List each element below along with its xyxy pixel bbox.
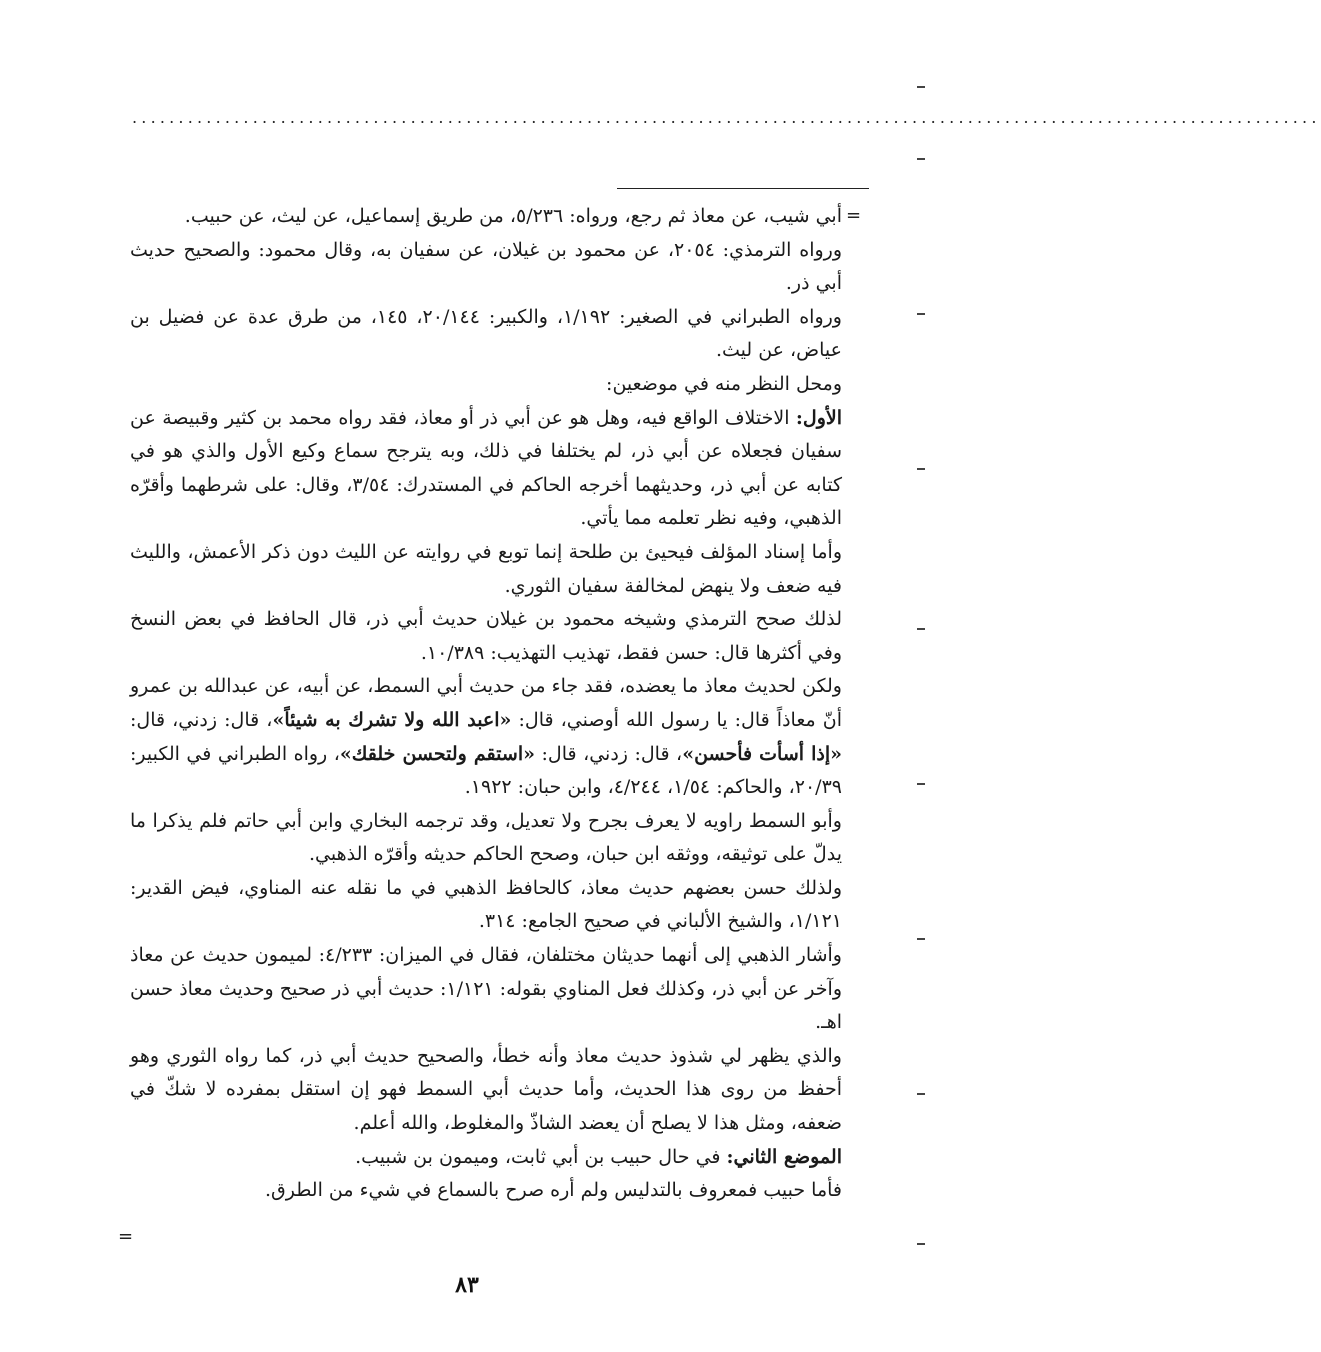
margin-mark-7 xyxy=(917,938,925,940)
paragraph: فأما حبيب فمعروف بالتدليس ولم أره صرح بالسماع في شيء من الطرق. xyxy=(264,1179,842,1202)
paragraph: وأبو السمط راويه لا يعرف بجرح ولا تعديل، وقد ترجمه البخاري وابن أبي حاتم فلم يذكرا ما يدلّ على توثيقه، ووثقه ابن حبان، وصحح الحاكم حديثه وأقرّه الذهبي. xyxy=(130,809,842,866)
margin-mark-6 xyxy=(917,783,925,785)
paragraph-body: ولكن لحديث معاذ ما يعضده، فقد جاء من حديث أبي السمط، عن أبيه، عن عبدالله بن عمرو أنّ معاذاً قال: يا رسول الله أوصني، قال: xyxy=(130,675,842,731)
footnote-text-block xyxy=(130,200,842,1208)
paragraph: وأشار الذهبي إلى أنهما حديثان مختلفان، فقال في الميزان: ٤/٢٣٣: لميمون حديث عن معاذ وآخر عن أبي ذر، وكذلك فعل المناوي بقوله: ١/١٢١: حديث أبي ذر صحيح وحديث معاذ حسن اهـ. xyxy=(130,944,842,1034)
paragraph xyxy=(130,1141,842,1175)
paragraph xyxy=(130,402,842,536)
paragraph-body: ، قال: زدني، قال: xyxy=(130,708,273,731)
paragraph: ولذلك حسن بعضهم حديث معاذ، كالحافظ الذهبي في ما نقله عنه المناوي، فيض القدير: ١/١٢١، والشيخ الألباني في صحيح الجامع: ٣١٤. xyxy=(130,876,842,933)
paragraph: ورواه الطبراني في الصغير: ١/١٩٢، والكبير: ٢٠/١٤٤، ١٤٥، من طرق عدة عن فضيل بن عياض، عن ليث. xyxy=(130,305,842,362)
margin-mark-4 xyxy=(917,468,925,470)
margin-mark-3 xyxy=(917,313,925,315)
page-number: ٨٣ xyxy=(455,1272,479,1298)
footnote-end-mark: = xyxy=(118,1226,134,1247)
paragraph-body: ، قال: زدني، قال: xyxy=(534,742,683,765)
paragraph-label: الموضع الثاني: xyxy=(726,1145,842,1168)
paragraph: وأما إسناد المؤلف فيحيئ بن طلحة إنما توبع في روايته عن الليث دون ذكر الأعمش، والليث فيه ضعف ولا ينهض لمخالفة سفيان الثوري. xyxy=(130,540,842,597)
dotted-separator: ................................................................................................................................ xyxy=(132,108,1321,127)
margin-mark-8 xyxy=(917,1093,925,1095)
paragraph-body: في حال حبيب بن أبي ثابت، وميمون بن شبيب. xyxy=(355,1145,727,1168)
hadith-quote: «استقم ولتحسن خلقك» xyxy=(339,742,535,765)
margin-mark-2 xyxy=(917,158,925,160)
hadith-quote: «إذا أسأت فأحسن» xyxy=(682,742,843,765)
paragraph: ورواه الترمذي: ٢٠٥٤، عن محمود بن غيلان، عن سفيان به، وقال محمود: والصحيح حديث أبي ذر. xyxy=(130,238,843,295)
footnote-rule xyxy=(617,188,869,189)
paragraph-label: الأول: xyxy=(795,406,842,429)
paragraph: أبي شيب، عن معاذ ثم رجع، ورواه: ٥/٢٣٦، من طريق إسماعيل، عن ليث، عن حبيب. xyxy=(184,205,842,227)
paragraph: ومحل النظر منه في موضعين: xyxy=(606,372,842,395)
paragraph-body: الاختلاف الواقع فيه، وهل هو عن أبي ذر أو معاذ، فقد رواه محمد بن كثير وقبيصة عن سفيان فجعلاه عن أبي ذر، لم يختلفا في ذلك، وبه يترجح سماع وكيع الأول والذي هو في كتابه عن أبي ذر، وحديثهما أخرجه الحاكم في المستدرك: ٣/٥٤، وقال: على شرطهما وأقرّه الذهبي، وفيه نظر تعلمه مما يأتي. xyxy=(130,406,842,530)
paragraph-body: ، رواه الطبراني في الكبير: ٢٠/٣٩، والحاكم: ١/٥٤، ٤/٢٤٤، وابن حبان: ١٩٢٢. xyxy=(130,742,842,799)
paragraph xyxy=(130,670,842,804)
paragraph: لذلك صحح الترمذي وشيخه محمود بن غيلان حديث أبي ذر، قال الحافظ في بعض النسخ وفي أكثرها قال: حسن فقط، تهذيب التهذيب: ١٠/٣٨٩. xyxy=(130,608,842,664)
margin-mark-1 xyxy=(917,86,925,88)
margin-mark-5 xyxy=(917,628,925,630)
paragraph: والذي يظهر لي شذوذ حديث معاذ وأنه خطأ، والصحيح حديث أبي ذر، كما رواه الثوري وهو أحفظ من روى هذا الحديث، وأما حديث أبي السمط فهو إن استقل بمفرده لا شكّ في ضعفه، ومثل هذا لا يصلح أن يعضد الشاذّ والمغلوط، والله أعلم. xyxy=(130,1044,842,1135)
footnote-continuation-mark: = xyxy=(846,205,862,226)
margin-mark-9 xyxy=(917,1243,925,1245)
hadith-quote: «اعبد الله ولا تشرك به شيئاً» xyxy=(272,708,512,731)
